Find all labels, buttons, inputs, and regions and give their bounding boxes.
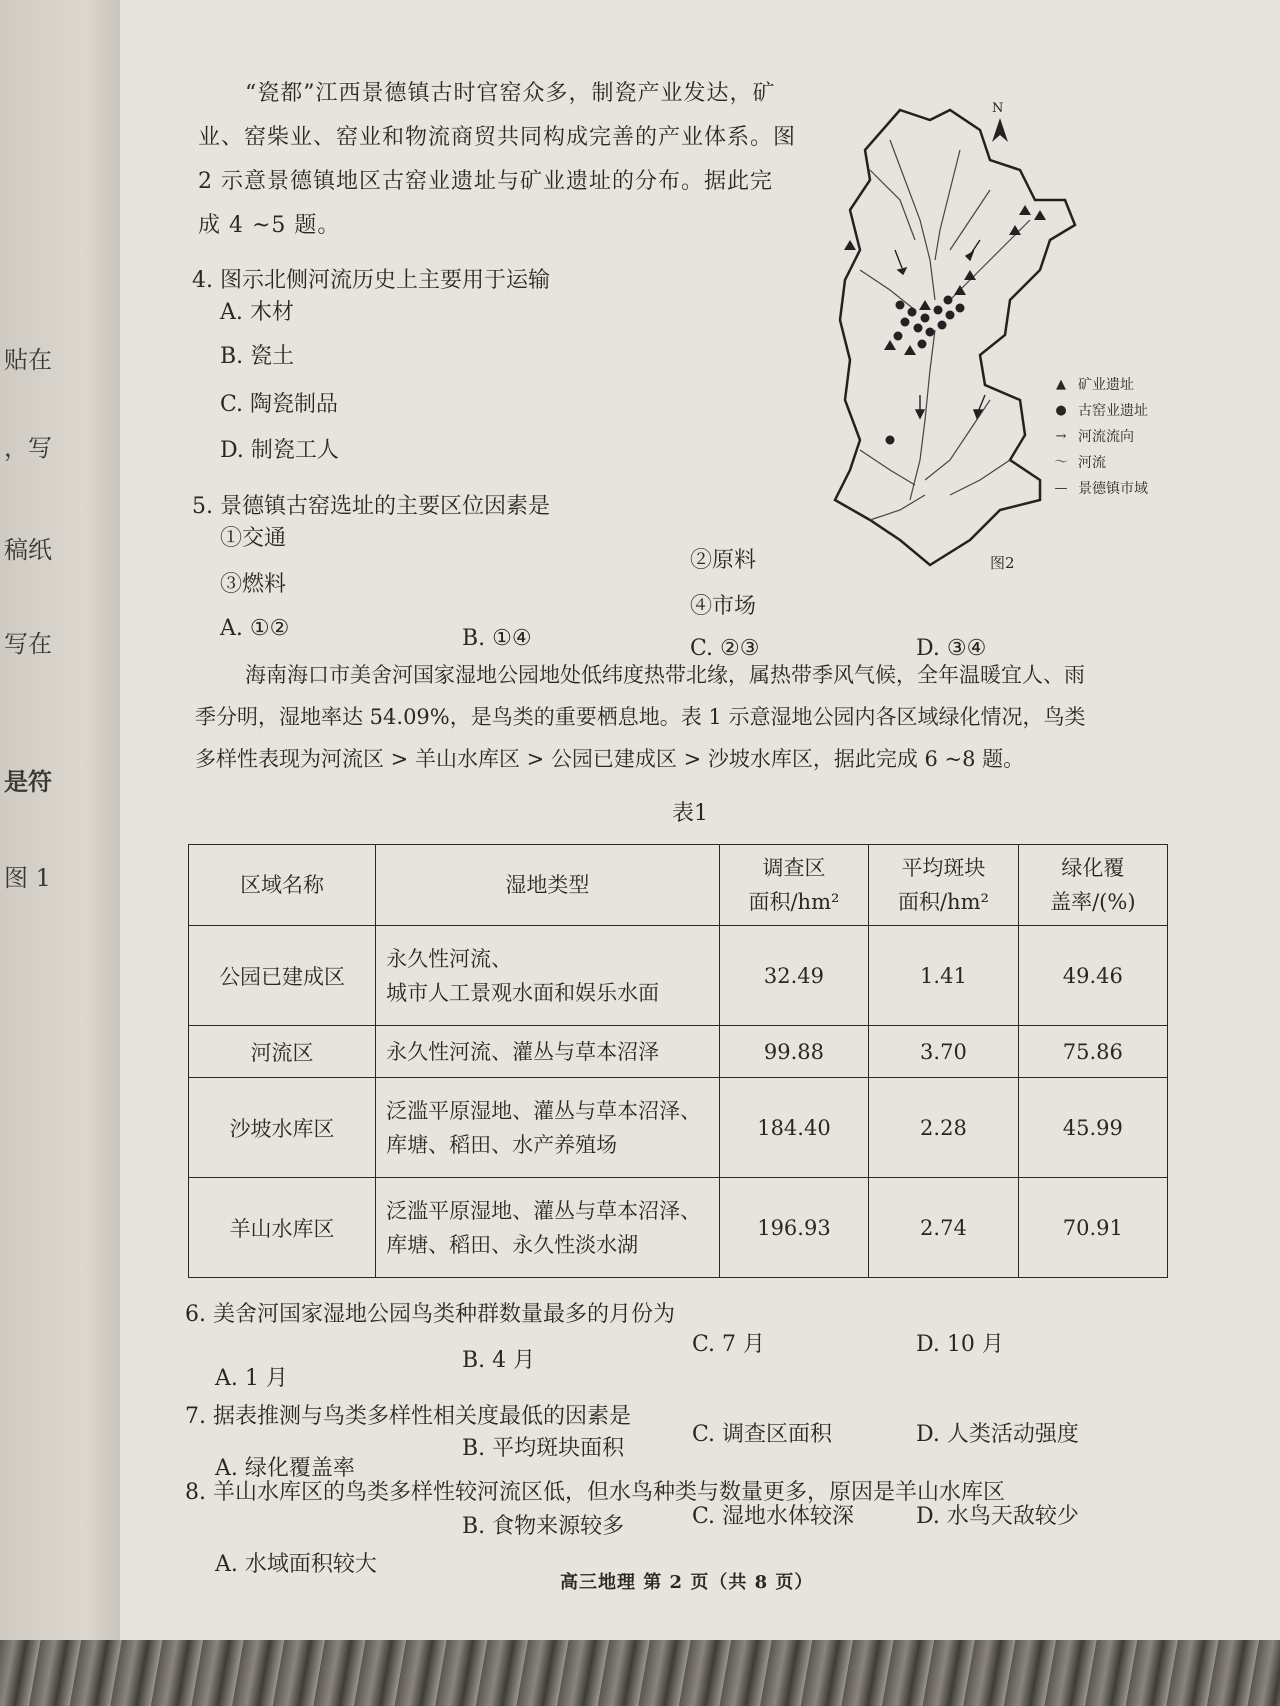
- q7-option-a[interactable]: A. 绿化覆盖率: [215, 1456, 355, 1481]
- wetland-type-cell: 泛滥平原湿地、灌丛与草本沼泽、 库塘、稻田、水产养殖场: [376, 1078, 720, 1178]
- question-5-stem: 5. 景德镇古窑选址的主要区位因素是: [192, 494, 550, 519]
- area-cell: 184.40: [719, 1078, 869, 1178]
- q5-item-4: ④市场: [690, 594, 757, 619]
- q8-option-a[interactable]: A. 水域面积较大: [215, 1552, 377, 1577]
- margin-fragment: 图 1: [4, 864, 51, 892]
- river: [950, 460, 1010, 495]
- kiln-site-icon: [901, 318, 910, 327]
- wetland-type-cell: 泛滥平原湿地、灌丛与草本沼泽、 库塘、稻田、永久性淡水湖: [376, 1178, 720, 1278]
- wetland-type-cell: 永久性河流、 城市人工景观水面和娱乐水面: [376, 926, 720, 1026]
- kiln-site-icon: [956, 304, 965, 313]
- column-header: 绿化覆 盖率/(%): [1018, 845, 1167, 926]
- intro-line: 成 4 ~5 题。: [198, 213, 341, 238]
- kiln-site-icon: [886, 436, 895, 445]
- kiln-site-icon: [938, 321, 947, 330]
- region-name-cell: 羊山水库区: [189, 1178, 376, 1278]
- city-boundary: [835, 110, 1075, 565]
- intro-line: “瓷都”江西景德镇古时官窑众多，制瓷产业发达，矿: [245, 81, 776, 106]
- margin-fragment: 稿纸: [4, 536, 52, 564]
- river: [890, 140, 935, 300]
- q5-option-b[interactable]: B. ①④: [462, 626, 532, 651]
- q8-option-b[interactable]: B. 食物来源较多: [462, 1514, 625, 1539]
- river: [950, 190, 990, 250]
- patch-cell: 2.74: [869, 1178, 1018, 1278]
- q5-option-d[interactable]: D. ③④: [916, 636, 987, 661]
- mine-site-icon: [884, 340, 896, 350]
- intro-line: 2 示意景德镇地区古窑业遗址与矿业遗址的分布。据此完: [198, 169, 773, 194]
- margin-fragment: 写在: [4, 630, 52, 658]
- legend-label: 景德镇市域: [1078, 481, 1148, 497]
- river: [860, 270, 915, 310]
- kiln-site-icon: [914, 324, 923, 333]
- margin-fragment: 贴在: [4, 346, 52, 374]
- figure-label: 图2: [990, 554, 1015, 572]
- q6-option-d[interactable]: D. 10 月: [916, 1332, 1004, 1357]
- flow-direction-legend-icon: →: [1055, 429, 1067, 444]
- patch-cell: 1.41: [869, 926, 1018, 1026]
- q4-option-a[interactable]: A. 木材: [220, 300, 294, 325]
- background-floor: [0, 1640, 1280, 1706]
- q5-item-2: ②原料: [690, 548, 757, 573]
- q5-item-1: ①交通: [220, 526, 287, 551]
- q6-option-c[interactable]: C. 7 月: [692, 1332, 766, 1357]
- river: [935, 150, 960, 260]
- green-cell: 75.86: [1018, 1026, 1167, 1078]
- q4-option-b[interactable]: B. 瓷土: [220, 344, 295, 369]
- north-arrow-label: N: [992, 101, 1004, 116]
- kiln-site-icon: [921, 314, 930, 323]
- question-6-stem: 6. 美舍河国家湿地公园鸟类种群数量最多的月份为: [185, 1302, 675, 1327]
- table-row: [189, 1026, 1168, 1078]
- wetland-table: [188, 844, 1168, 1278]
- kiln-site-icon: [934, 306, 943, 315]
- kiln-site-legend-icon: ●: [1055, 403, 1067, 418]
- map-legend: [1050, 372, 1148, 502]
- kiln-site-icon: [918, 340, 927, 349]
- question-8-stem: 8. 羊山水库区的鸟类多样性较河流区低，但水鸟种类与数量更多，原因是羊山水库区: [185, 1480, 1005, 1505]
- table-header-row: [189, 845, 1168, 926]
- q5-option-c[interactable]: C. ②③: [690, 636, 760, 661]
- kiln-site-icon: [894, 332, 903, 341]
- paragraph-line: 海南海口市美舍河国家湿地公园地处低纬度热带北缘，属热带季风气候，全年温暖宜人、雨: [245, 663, 1085, 687]
- green-cell: 49.46: [1018, 926, 1167, 1026]
- intro-line: 业、窑柴业、窑业和物流商贸共同构成完善的产业体系。图: [198, 125, 797, 150]
- table-row: [189, 1178, 1168, 1278]
- column-header: 区域名称: [189, 845, 376, 926]
- area-cell: 196.93: [719, 1178, 869, 1278]
- legend-label: 矿业遗址: [1078, 377, 1134, 393]
- margin-fragment: 是符: [4, 767, 52, 796]
- question-4-stem: 4. 图示北侧河流历史上主要用于运输: [192, 268, 550, 293]
- q6-option-b[interactable]: B. 4 月: [462, 1348, 536, 1373]
- kiln-site-icon: [946, 311, 955, 320]
- kiln-site-icon: [926, 328, 935, 337]
- legend-label: 河流流向: [1078, 429, 1134, 445]
- river-legend-icon: 〜: [1054, 455, 1068, 470]
- legend-label: 河流: [1078, 455, 1106, 471]
- q4-option-c[interactable]: C. 陶瓷制品: [220, 392, 339, 417]
- kiln-site-icon: [944, 296, 953, 305]
- patch-cell: 2.28: [869, 1078, 1018, 1178]
- wetland-type-cell: 永久性河流、灌丛与草本沼泽: [376, 1026, 720, 1078]
- q7-option-d[interactable]: D. 人类活动强度: [916, 1422, 1079, 1447]
- q8-option-c[interactable]: C. 湿地水体较深: [692, 1504, 855, 1529]
- q6-option-a[interactable]: A. 1 月: [215, 1366, 288, 1391]
- paragraph-line: 季分明，湿地率达 54.09%，是鸟类的重要栖息地。表 1 示意湿地公园内各区域绿化情况，鸟类: [195, 705, 1086, 729]
- mine-site-icon: [904, 345, 916, 355]
- q7-option-c[interactable]: C. 调查区面积: [692, 1422, 833, 1447]
- river: [860, 450, 915, 485]
- green-cell: 45.99: [1018, 1078, 1167, 1178]
- margin-fragment: ，写: [4, 434, 52, 462]
- q8-option-d[interactable]: D. 水鸟天敌较少: [916, 1504, 1079, 1529]
- table-row: [189, 926, 1168, 1026]
- area-cell: 32.49: [719, 926, 869, 1026]
- river: [870, 495, 925, 520]
- previous-page-edge: [0, 0, 120, 1706]
- q5-option-a[interactable]: A. ①②: [220, 616, 290, 641]
- mine-site-icon: [1019, 205, 1031, 215]
- region-name-cell: 沙坡水库区: [189, 1078, 376, 1178]
- q7-option-b[interactable]: B. 平均斑块面积: [462, 1436, 625, 1461]
- column-header: 调查区 面积/hm²: [719, 845, 869, 926]
- legend-label: 古窑业遗址: [1078, 403, 1148, 419]
- patch-cell: 3.70: [869, 1026, 1018, 1078]
- green-cell: 70.91: [1018, 1178, 1167, 1278]
- column-header: 湿地类型: [376, 845, 720, 926]
- kiln-site-icon: [896, 301, 905, 310]
- mine-site-icon: [1034, 210, 1046, 220]
- mine-site-legend-icon: ▲: [1056, 377, 1066, 392]
- table-title: 表1: [672, 801, 708, 826]
- q5-item-3: ③燃料: [220, 572, 287, 597]
- kiln-site-icon: [908, 308, 917, 317]
- river: [870, 170, 915, 240]
- question-7-stem: 7. 据表推测与鸟类多样性相关度最低的因素是: [185, 1404, 631, 1429]
- area-cell: 99.88: [719, 1026, 869, 1078]
- paragraph-line: 多样性表现为河流区 > 羊山水库区 > 公园已建成区 > 沙坡水库区，据此完成 6 ~8 题。: [195, 747, 1025, 771]
- column-header: 平均斑块 面积/hm²: [869, 845, 1018, 926]
- page-footer: 高三地理 第 2 页（共 8 页）: [560, 1572, 814, 1593]
- mine-site-icon: [919, 300, 931, 310]
- table-row: [189, 1078, 1168, 1178]
- region-name-cell: 公园已建成区: [189, 926, 376, 1026]
- north-arrow-icon: [992, 118, 1008, 142]
- mine-site-icon: [844, 240, 856, 250]
- boundary-legend-icon: —: [1054, 481, 1068, 496]
- q4-option-d[interactable]: D. 制瓷工人: [220, 438, 339, 463]
- region-name-cell: 河流区: [189, 1026, 376, 1078]
